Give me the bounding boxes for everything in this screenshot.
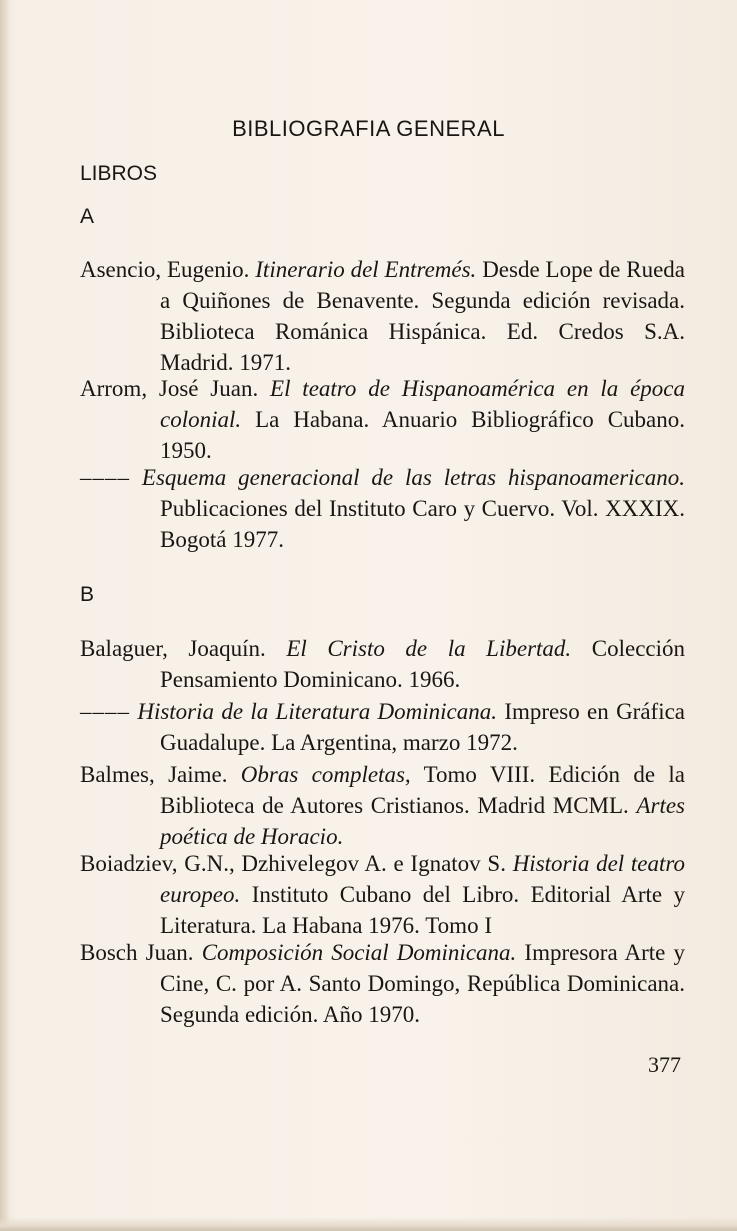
entry-author: Balmes, Jaime. [80,762,228,787]
entry-details: Tomo VIII. Edición de la Biblioteca de Autores Cristianos. Madrid MCML. [160,762,685,818]
spine-shadow [0,0,10,1231]
page-bottom-edge [0,1217,737,1231]
page-number: 377 [648,1052,681,1077]
bibliography-entry [80,254,685,378]
entry-details: Desde Lope de Rueda a Quiñones de Benavente. Segunda edición revisada. Biblioteca Románica Hispánica. Ed. Credos S.A. Madrid. 1971. [160,257,686,375]
entry-details: Publicaciones del Instituto Caro y Cuervo. Vol. XXXIX. Bogotá 1977. [160,496,685,552]
bibliography-entry [80,848,685,941]
entry-author: Balaguer, Joaquín. [80,636,266,661]
entry-author: Asencio, Eugenio. [80,257,250,282]
entry-details: Impreso en Gráfica Guadalupe. La Argentina, marzo 1972. [160,699,686,755]
entry-details: Impresora Arte y Cine, C. por A. Santo Domingo, República Dominicana. Segunda edición. Año 1970. [160,940,686,1027]
entry-details: Instituto Cubano del Libro. Editorial Arte y Literatura. La Habana 1976. Tomo I [160,882,686,938]
bibliography-entry [80,373,685,466]
bibliography-entry [80,759,685,852]
entry-details: Colección Pensamiento Dominicano. 1966. [160,636,685,692]
section-heading-libros: LIBROS [80,162,158,185]
bibliography-entry [80,633,685,695]
entry-author: Bosch Juan. [80,940,194,965]
entry-title: El Cristo de la Libertad. [286,636,572,661]
entry-title: Itinerario del Entremés. [255,257,477,282]
entry-title: Historia del teatro europeo. [160,851,686,907]
page-title: BIBLIOGRAFIA GENERAL [232,116,505,141]
bibliography-entry [80,696,685,758]
entry-author-repeat-dash: –––– [80,699,130,724]
letter-heading-a: A [80,205,95,228]
entry-title: El teatro de Hispanoamérica en la época colonial. [160,376,686,432]
bibliography-entry [80,937,685,1030]
entry-author: Boiadziev, G.N., Dzhivelegov A. e Ignatov S. [80,851,506,876]
entry-subtitle: Artes poética de Horacio. [160,793,685,849]
entry-title: Historia de la Literatura Dominicana. [137,699,497,724]
entry-author-repeat-dash: –––– [80,465,130,490]
entry-title: Composición Social Dominicana. [201,940,517,965]
entry-title: Esquema generacional de las letras hispanoamericano. [141,465,685,490]
entry-author: Arrom, José Juan. [80,376,259,401]
entry-title: Obras completas, [240,762,411,787]
entry-details: La Habana. Anuario Bibliográfico Cubano. 1950. [160,407,686,463]
letter-heading-b: B [80,583,95,606]
bibliography-entry [80,462,685,555]
